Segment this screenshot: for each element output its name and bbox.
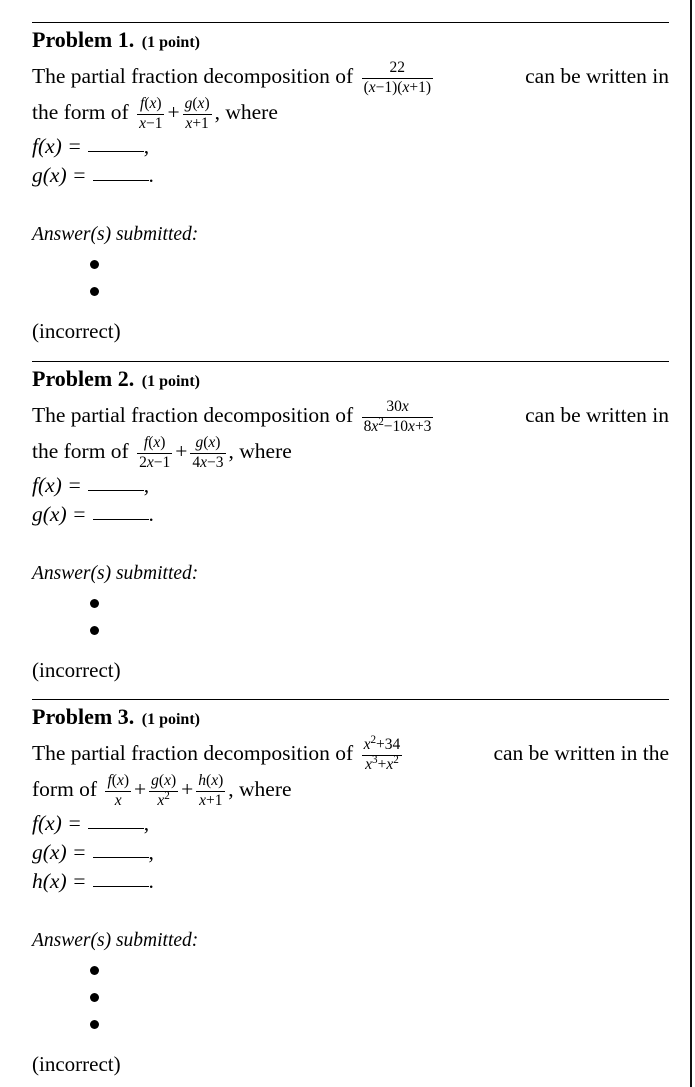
- form-suffix: , where: [228, 439, 292, 463]
- list-item: [90, 961, 669, 988]
- answer-line-g: g(x) = .: [32, 162, 154, 187]
- term-fraction-f: $\frac{f(x)}{x}$: [107, 772, 129, 809]
- statement-continuation: can be written in: [525, 403, 669, 427]
- problem-statement-line-2: form of $\frac{f(x)}{x}$ + $\frac{g(x)}{x^2}$ + $\frac{h(x)}{x+1}$ , where: [32, 772, 292, 809]
- bullet-icon: [90, 626, 99, 635]
- form-suffix: , where: [228, 777, 292, 801]
- answers-submitted-label: Answer(s) submitted:: [32, 929, 199, 951]
- list-item: [90, 282, 669, 309]
- problem-statement-line-1: [32, 56, 669, 96]
- answer-line-g: g(x) = ,: [32, 839, 154, 864]
- problem-heading: [32, 366, 669, 395]
- term-fraction-f: $\frac{f(x)}{x-1}$: [139, 95, 163, 132]
- submitted-answers-list: [90, 255, 669, 309]
- term-fraction-f: $\frac{f(x)}{2x-1}$: [139, 434, 171, 471]
- given-fraction: $\frac{22}{(x-1)(x+1)}$: [363, 59, 432, 96]
- list-item: [90, 621, 669, 648]
- status-text: (incorrect): [32, 1051, 121, 1076]
- problem-points: (1 point): [141, 373, 200, 390]
- answer-blank: [93, 180, 149, 181]
- given-fraction: $\frac{x^2+34}{x^3+x^2}$: [363, 734, 401, 773]
- term-fraction-g: $\frac{g(x)}{4x-3}$: [192, 434, 224, 471]
- term-fraction-g: $\frac{g(x)}{x+1}$: [184, 95, 210, 132]
- bullet-icon: [90, 599, 99, 608]
- submitted-answers-list: [90, 961, 669, 1042]
- statement-continuation: can be written in the: [493, 741, 669, 765]
- form-prefix: the form of: [32, 439, 129, 463]
- problem-title: Problem 3.: [32, 704, 135, 729]
- problem-statement-line-1: [32, 395, 669, 435]
- form-prefix: form of: [32, 777, 98, 801]
- answer-line-h: h(x) = .: [32, 868, 154, 893]
- status-text: (incorrect): [32, 318, 121, 343]
- bullet-icon: [90, 1020, 99, 1029]
- answer-line-f: f(x) = ,: [32, 810, 150, 835]
- answer-line-g: g(x) = .: [32, 501, 154, 526]
- page-right-border: [690, 0, 692, 1087]
- bullet-icon: [90, 260, 99, 269]
- list-item: [90, 988, 669, 1015]
- answer-blank: [88, 828, 144, 829]
- term-fraction-g: $\frac{g(x)}{x^2}$: [151, 772, 177, 809]
- answer-blank: [93, 519, 149, 520]
- problem-statement-line-2: the form of $\frac{f(x)}{x-1}$ + $\frac{g(x)}{x+1}$ , where: [32, 95, 278, 132]
- problem-1: [32, 22, 669, 344]
- list-item: [90, 1015, 669, 1042]
- problem-title: Problem 2.: [32, 366, 135, 391]
- bullet-icon: [90, 993, 99, 1002]
- problem-points: (1 point): [141, 34, 200, 51]
- statement-continuation: can be written in: [525, 64, 669, 88]
- problem-points: (1 point): [141, 711, 200, 728]
- statement-intro: The partial fraction decomposition of: [32, 403, 354, 427]
- problem-2: [32, 361, 669, 683]
- separator-rule: [32, 361, 669, 362]
- list-item: [90, 255, 669, 282]
- given-fraction: $\frac{30x}{8x^2-10x+3}$: [363, 398, 432, 435]
- term-fraction-h: $\frac{h(x)}{x+1}$: [198, 772, 224, 809]
- answer-line-f: f(x) = ,: [32, 472, 150, 497]
- answer-blank: [88, 151, 144, 152]
- problem-heading: [32, 704, 669, 733]
- form-suffix: , where: [214, 100, 278, 124]
- answers-submitted-label: Answer(s) submitted:: [32, 223, 199, 245]
- bullet-icon: [90, 966, 99, 975]
- list-item: [90, 594, 669, 621]
- answers-submitted-label: Answer(s) submitted:: [32, 562, 199, 584]
- form-prefix: the form of: [32, 100, 129, 124]
- problem-statement-line-1: [32, 733, 669, 773]
- answer-blank: [93, 857, 149, 858]
- statement-intro: The partial fraction decomposition of: [32, 741, 354, 765]
- separator-rule: [32, 699, 669, 700]
- bullet-icon: [90, 287, 99, 296]
- submitted-answers-list: [90, 594, 669, 648]
- problem-heading: [32, 27, 669, 56]
- answer-blank: [88, 490, 144, 491]
- status-text: (incorrect): [32, 657, 121, 682]
- answer-blank: [93, 886, 149, 887]
- problem-title: Problem 1.: [32, 27, 135, 52]
- statement-intro: The partial fraction decomposition of: [32, 64, 354, 88]
- problem-3: [32, 699, 669, 1077]
- problem-statement-line-2: the form of $\frac{f(x)}{2x-1}$ + $\frac{g(x)}{4x-3}$ , where: [32, 434, 292, 471]
- separator-rule: [32, 22, 669, 23]
- answer-line-f: f(x) = ,: [32, 133, 150, 158]
